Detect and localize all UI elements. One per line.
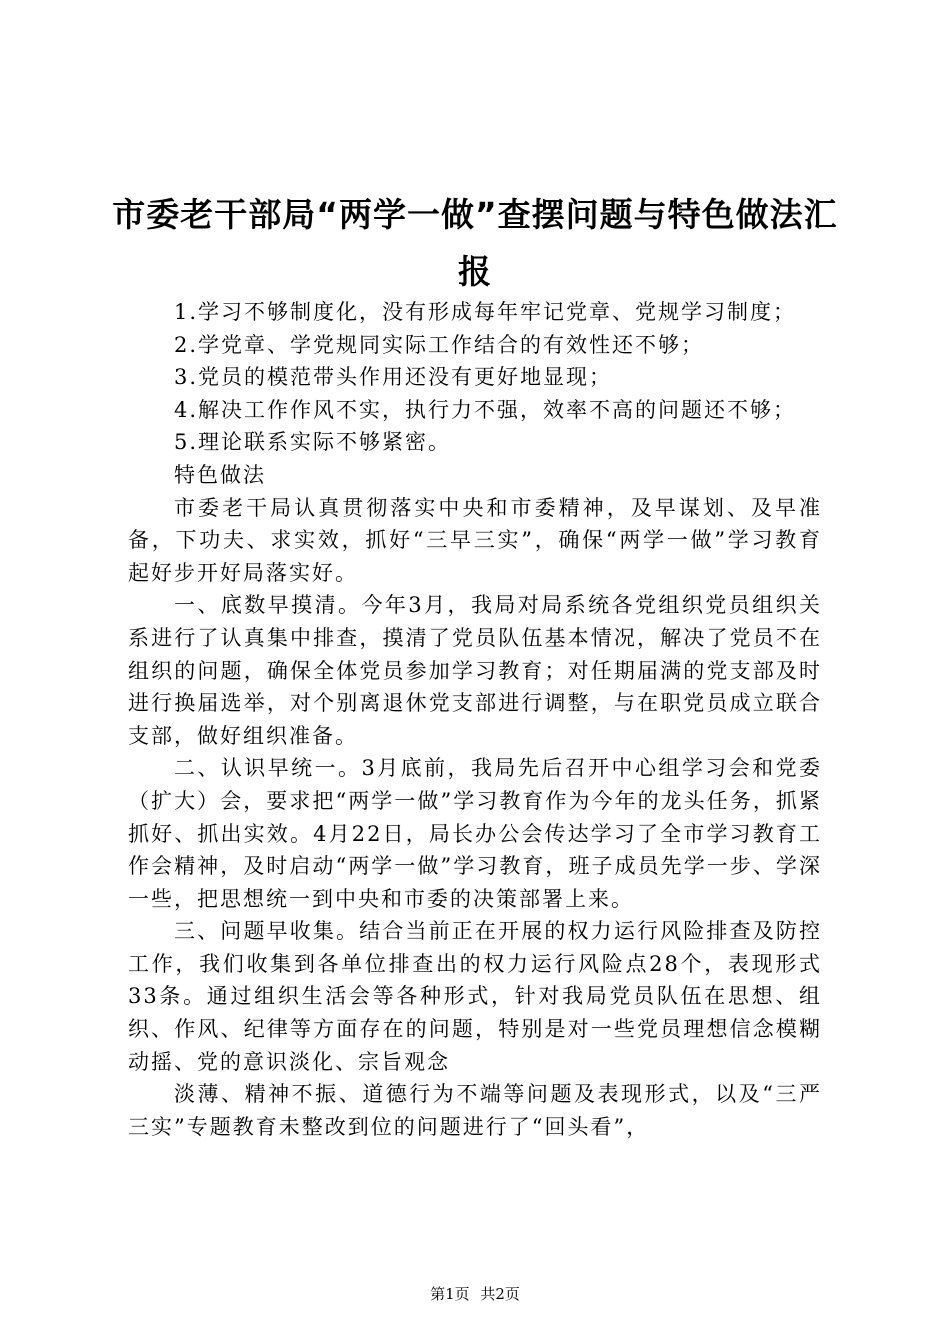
paragraph-continued: 淡薄、精神不振、道德行为不端等问题及表现形式，以及“三严三实”专题教育未整改到位的问题进行了“回头看”， [128, 1082, 822, 1139]
document-body [128, 296, 822, 1143]
page-footer [0, 1284, 950, 1304]
paragraph-issue-1: 1.学习不够制度化，没有形成每年牢记党章、党规学习制度； [174, 300, 797, 324]
paragraph-issue-5: 5.理论联系实际不够紧密。 [174, 430, 452, 455]
paragraph-point-1: 一、底数早摸清。今年3月，我局对局系统各党组织党员组织关系进行了认真集中排查，摸清了党员队伍基本情况，解决了党员不在组织的问题，确保全体党员参加学习教育；对任期届满的党支部及时进行换届选举，对个别离退休党支部进行调整，与在职党员成立联合支部，做好组织准备。 [128, 593, 822, 748]
paragraph-issue-3: 3.党员的模范带头作用还没有更好地显现； [174, 365, 613, 390]
section-heading: 特色做法 [174, 462, 266, 487]
paragraph-issue-2: 2.学党章、学党规同实际工作结合的有效性还不够； [174, 332, 705, 357]
paragraph-intro: 市委老干局认真贯彻落实中央和市委精神，及早谋划、及早准备，下功夫、求实效，抓好“三早三实”，确保“两学一做”学习教育起好步开好局落实好。 [128, 495, 822, 585]
paragraph-point-3: 三、问题早收集。结合当前正在开展的权力运行风险排查及防控工作，我们收集到各单位排查出的权力运行风险点28个，表现形式33条。通过组织生活会等各种形式，针对我局党员队伍在思想、组织、作风、纪律等方面存在的问题，特别是对一些党员理想信念模糊动摇、党的意识淡化、宗旨观念 [128, 919, 822, 1074]
paragraph-issue-4: 4.解决工作作风不实，执行力不强，效率不高的问题还不够； [174, 397, 797, 422]
page-total: 共2页 [480, 1285, 520, 1303]
document-title: 市委老干部局“两学一做”查摆问题与特色做法汇报 [112, 195, 838, 291]
page-number: 第1页 [430, 1285, 470, 1303]
paragraph-point-2: 二、认识早统一。3月底前，我局先后召开中心组学习会和党委（扩大）会，要求把“两学一做”学习教育作为今年的龙头任务，抓紧抓好、抓出实效。4月22日，局长办公会传达学习了全市学习教育工作会精神，及时启动“两学一做”学习教育，班子成员先学一步、学深一些，把思想统一到中央和市委的决策部署上来。 [128, 756, 822, 911]
